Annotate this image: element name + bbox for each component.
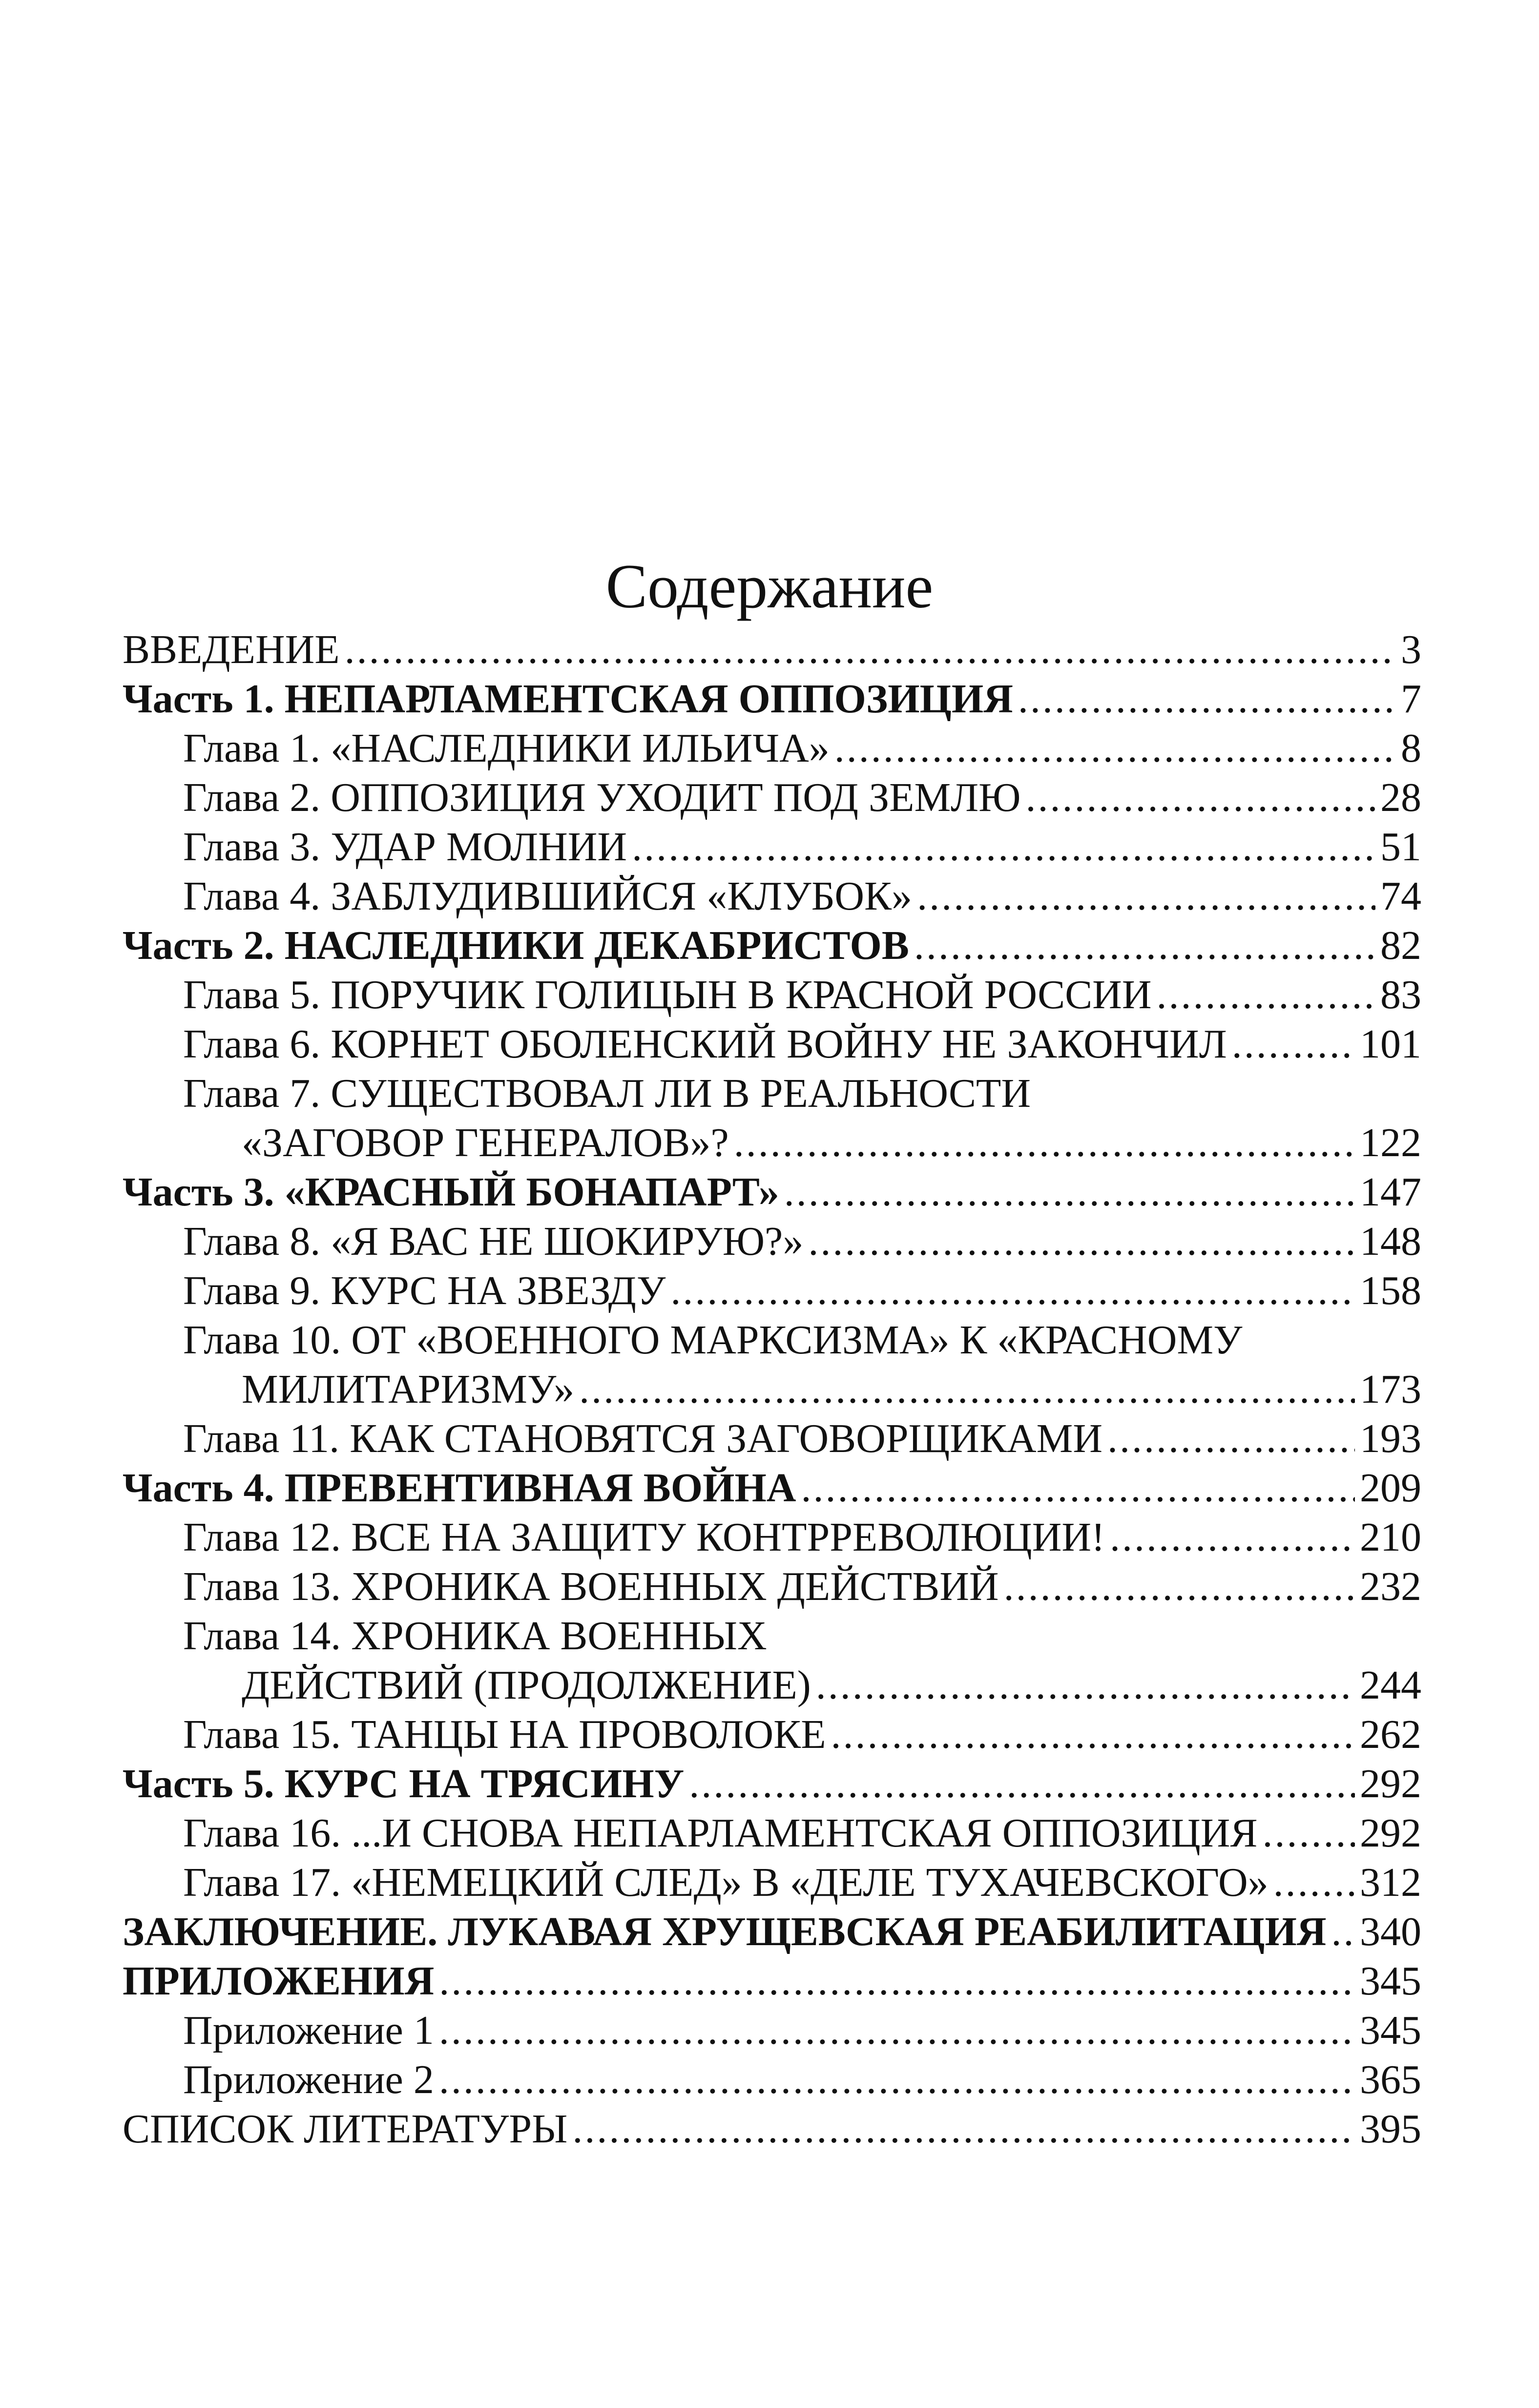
toc-leader-dots bbox=[1273, 1858, 1355, 1907]
toc-page-number: 292 bbox=[1360, 1761, 1421, 1806]
toc-entry-title: Глава 8. «Я ВАС НЕ ШОКИРУЮ?» bbox=[183, 1219, 804, 1264]
toc-leader-dots bbox=[914, 921, 1375, 970]
toc-entry[interactable] bbox=[123, 872, 1421, 921]
toc-page-number: 28 bbox=[1380, 775, 1421, 820]
toc-page-number: 244 bbox=[1360, 1662, 1421, 1708]
toc-entry[interactable] bbox=[123, 1710, 1421, 1759]
toc-leader-dots bbox=[917, 872, 1375, 921]
toc-entry[interactable] bbox=[123, 1414, 1421, 1463]
toc-entry[interactable] bbox=[123, 1217, 1421, 1266]
toc-entry-title: Глава 2. ОППОЗИЦИЯ УХОДИТ ПОД ЗЕМЛЮ bbox=[183, 775, 1021, 820]
toc-page-number: 158 bbox=[1360, 1268, 1421, 1313]
toc-page-number: 82 bbox=[1380, 923, 1421, 968]
toc-leader-dots bbox=[579, 1365, 1355, 1414]
toc-leader-dots bbox=[801, 1463, 1355, 1513]
toc-entry[interactable] bbox=[123, 1266, 1421, 1315]
toc-entry-title: МИЛИТАРИЗМУ» bbox=[242, 1367, 575, 1412]
toc-leader-dots bbox=[439, 2055, 1355, 2104]
toc-entry[interactable] bbox=[123, 1907, 1421, 1956]
toc-page-number: 51 bbox=[1380, 824, 1421, 870]
toc-page-number: 173 bbox=[1360, 1367, 1421, 1412]
toc-leader-dots bbox=[1018, 674, 1396, 724]
toc-leader-dots bbox=[1025, 773, 1375, 822]
toc-entry-title: ПРИЛОЖЕНИЯ bbox=[123, 1958, 435, 2004]
toc-leader-dots bbox=[784, 1167, 1355, 1217]
toc-leader-dots bbox=[1110, 1513, 1355, 1562]
toc-leader-dots bbox=[1232, 1019, 1355, 1069]
toc-entry[interactable] bbox=[123, 2104, 1421, 2154]
toc-page-number: 8 bbox=[1401, 726, 1421, 771]
toc-entry[interactable] bbox=[123, 1858, 1421, 1907]
toc-entry-title: Часть 5. КУРС НА ТРЯСИНУ bbox=[123, 1761, 685, 1806]
toc-page-number: 365 bbox=[1360, 2057, 1421, 2102]
toc-page-number: 3 bbox=[1401, 627, 1421, 672]
toc-page-number: 122 bbox=[1360, 1120, 1421, 1165]
toc-entry-title: Глава 11. КАК СТАНОВЯТСЯ ЗАГОВОРЩИКАМИ bbox=[183, 1416, 1102, 1461]
toc-leader-dots bbox=[1331, 1907, 1355, 1956]
toc-page-number: 312 bbox=[1360, 1860, 1421, 1905]
toc-entry-title: Часть 1. НЕПАРЛАМЕНТСКАЯ ОППОЗИЦИЯ bbox=[123, 676, 1013, 722]
toc-leader-dots bbox=[831, 1710, 1355, 1759]
table-of-contents bbox=[123, 625, 1421, 2154]
toc-leader-dots bbox=[834, 724, 1396, 773]
toc-entry[interactable] bbox=[123, 674, 1421, 724]
toc-entry[interactable] bbox=[123, 1956, 1421, 2006]
toc-leader-dots bbox=[689, 1759, 1355, 1808]
toc-entry-title: Часть 2. НАСЛЕДНИКИ ДЕКАБРИСТОВ bbox=[123, 923, 909, 968]
toc-entry[interactable] bbox=[123, 1562, 1421, 1611]
toc-entry[interactable] bbox=[123, 724, 1421, 773]
toc-entry-title: СПИСОК ЛИТЕРАТУРЫ bbox=[123, 2106, 568, 2152]
toc-leader-dots bbox=[734, 1118, 1355, 1167]
toc-leader-dots bbox=[816, 1661, 1355, 1710]
toc-entry[interactable] bbox=[123, 970, 1421, 1019]
toc-entry[interactable] bbox=[123, 822, 1421, 872]
toc-entry-title-line: Глава 10. ОТ «ВОЕННОГО МАРКСИЗМА» К «КРАСНОМУ bbox=[183, 1317, 1243, 1363]
toc-leader-dots bbox=[439, 1956, 1355, 2006]
toc-entry-title: Глава 6. КОРНЕТ ОБОЛЕНСКИЙ ВОЙНУ НЕ ЗАКОНЧИЛ bbox=[183, 1021, 1227, 1067]
toc-entry[interactable] bbox=[123, 625, 1421, 674]
toc-page-number: 101 bbox=[1360, 1021, 1421, 1067]
toc-page-number: 148 bbox=[1360, 1219, 1421, 1264]
toc-entry[interactable] bbox=[123, 1167, 1421, 1217]
toc-entry[interactable] bbox=[123, 2006, 1421, 2055]
toc-entry-title: Глава 1. «НАСЛЕДНИКИ ИЛЬИЧА» bbox=[183, 726, 830, 771]
toc-page-number: 83 bbox=[1380, 972, 1421, 1017]
toc-entry-title: Глава 12. ВСЕ НА ЗАЩИТУ КОНТРРЕВОЛЮЦИИ! bbox=[183, 1515, 1105, 1560]
toc-entry-title: Глава 5. ПОРУЧИК ГОЛИЦЫН В КРАСНОЙ РОССИИ bbox=[183, 972, 1152, 1017]
toc-entry-title: ЗАКЛЮЧЕНИЕ. ЛУКАВАЯ ХРУЩЕВСКАЯ РЕАБИЛИТАЦИЯ bbox=[123, 1909, 1327, 1954]
toc-entry[interactable] bbox=[123, 2055, 1421, 2104]
toc-leader-dots bbox=[345, 625, 1396, 674]
toc-entry[interactable] bbox=[123, 1463, 1421, 1513]
toc-entry-title: Часть 4. ПРЕВЕНТИВНАЯ ВОЙНА bbox=[123, 1465, 796, 1511]
toc-entry-title: Глава 15. ТАНЦЫ НА ПРОВОЛОКЕ bbox=[183, 1712, 826, 1757]
toc-page-number: 345 bbox=[1360, 2008, 1421, 2053]
toc-page-number: 232 bbox=[1360, 1564, 1421, 1609]
toc-entry-title: «ЗАГОВОР ГЕНЕРАЛОВ»? bbox=[242, 1120, 729, 1165]
toc-entry-title: Глава 4. ЗАБЛУДИВШИЙСЯ «КЛУБОК» bbox=[183, 873, 913, 919]
toc-entry[interactable] bbox=[123, 1365, 1421, 1414]
toc-entry[interactable] bbox=[123, 773, 1421, 822]
toc-entry-title: Глава 17. «НЕМЕЦКИЙ СЛЕД» В «ДЕЛЕ ТУХАЧЕВСКОГО» bbox=[183, 1860, 1269, 1905]
toc-entry[interactable] bbox=[123, 1513, 1421, 1562]
toc-entry-title: Глава 9. КУРС НА ЗВЕЗДУ bbox=[183, 1268, 666, 1313]
toc-page-number: 209 bbox=[1360, 1465, 1421, 1511]
toc-leader-dots bbox=[572, 2104, 1355, 2154]
toc-entry[interactable] bbox=[123, 921, 1421, 970]
toc-leader-dots bbox=[1004, 1562, 1355, 1611]
toc-entry[interactable] bbox=[123, 1808, 1421, 1858]
toc-entry-title: Глава 16. ...И СНОВА НЕПАРЛАМЕНТСКАЯ ОППОЗИЦИЯ bbox=[183, 1810, 1258, 1856]
toc-leader-dots bbox=[670, 1266, 1355, 1315]
toc-leader-dots bbox=[632, 822, 1375, 872]
toc-entry-title: Приложение 2 bbox=[183, 2057, 434, 2102]
toc-page-number: 345 bbox=[1360, 1958, 1421, 2004]
toc-leader-dots bbox=[439, 2006, 1355, 2055]
toc-entry[interactable] bbox=[123, 1759, 1421, 1808]
toc-page-number: 193 bbox=[1360, 1416, 1421, 1461]
toc-leader-dots bbox=[1107, 1414, 1355, 1463]
toc-page-number: 74 bbox=[1380, 873, 1421, 919]
toc-entry-title: Часть 3. «КРАСНЫЙ БОНАПАРТ» bbox=[123, 1169, 779, 1215]
toc-entry[interactable] bbox=[123, 1019, 1421, 1069]
toc-page-number: 210 bbox=[1360, 1515, 1421, 1560]
toc-leader-dots bbox=[808, 1217, 1355, 1266]
toc-entry-title: ДЕЙСТВИЙ (ПРОДОЛЖЕНИЕ) bbox=[242, 1662, 811, 1708]
toc-entry-title: ВВЕДЕНИЕ bbox=[123, 627, 340, 672]
toc-entry-title-line: Глава 14. ХРОНИКА ВОЕННЫХ bbox=[183, 1613, 767, 1659]
toc-page-number: 395 bbox=[1360, 2106, 1421, 2152]
toc-leader-dots bbox=[1156, 970, 1375, 1019]
toc-page-number: 7 bbox=[1401, 676, 1421, 722]
toc-entry[interactable] bbox=[123, 1661, 1421, 1710]
page-title: Содержание bbox=[605, 551, 934, 621]
toc-entry-title: Приложение 1 bbox=[183, 2008, 434, 2053]
toc-entry-title: Глава 13. ХРОНИКА ВОЕННЫХ ДЕЙСТВИЙ bbox=[183, 1564, 999, 1609]
toc-entry-title: Глава 3. УДАР МОЛНИИ bbox=[183, 824, 627, 870]
toc-page-number: 292 bbox=[1360, 1810, 1421, 1856]
toc-page-number: 147 bbox=[1360, 1169, 1421, 1215]
toc-entry[interactable] bbox=[123, 1118, 1421, 1167]
toc-page-number: 262 bbox=[1360, 1712, 1421, 1757]
toc-leader-dots bbox=[1263, 1808, 1355, 1858]
toc-page-number: 340 bbox=[1360, 1909, 1421, 1954]
toc-entry-title-line: Глава 7. СУЩЕСТВОВАЛ ЛИ В РЕАЛЬНОСТИ bbox=[183, 1071, 1031, 1116]
